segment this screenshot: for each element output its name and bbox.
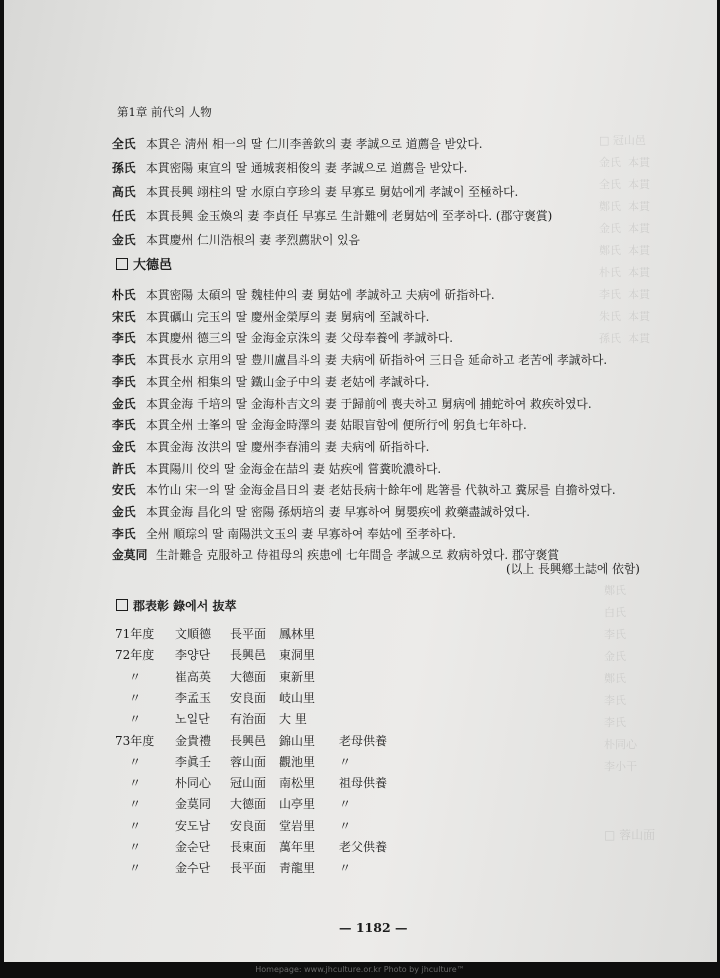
award-mark: 〃 <box>129 754 142 769</box>
bleed-through-text-lower: 鄭氏 白氏 李氏 金氏 鄭氏 李氏 李氏 朴同心 李小干 <box>604 584 637 773</box>
person-name: 孫氏 <box>112 161 136 175</box>
award-village: 東新里 <box>279 669 316 684</box>
person-name: 任氏 <box>112 209 136 223</box>
award-year: 72年度 <box>115 648 155 663</box>
award-name: 金수단 <box>175 861 211 876</box>
text-line <box>112 460 441 477</box>
description: 本貫長興 金玉煥의 妻 李貞任 早寡로 生計難에 老舅姑에 至孝하다. (郡守褒賞) <box>146 209 553 223</box>
text-line <box>112 159 467 176</box>
award-place: 蓉山面 <box>230 754 267 769</box>
award-village: 觀池里 <box>279 754 316 769</box>
award-village: 萬年里 <box>279 840 316 854</box>
description: 本貫金海 千培의 딸 金海朴吉文의 妻 于歸前에 喪夫하고 舅病에 捕蛇하여 救疾하였다. <box>146 396 592 411</box>
document-page <box>4 0 717 962</box>
description: 本竹山 宋一의 딸 金海金昌日의 妻 老姑長病十餘年에 匙箸를 代執하고 糞尿를 自擔하였다. <box>146 483 616 498</box>
award-mark: 〃 <box>129 818 142 833</box>
award-note: 〃 <box>339 754 352 769</box>
bleed-through-text: □ 冠山邑 金氏 本貫 全氏 本貫 鄭氏 本貫 金氏 本貫 鄭氏 本貫 朴氏 本貫 李氏 本貫 朱氏 本貫 孫氏 本貫 <box>599 134 650 345</box>
person-name: 高氏 <box>112 185 136 199</box>
person-name: 全氏 <box>112 137 136 151</box>
text-line <box>112 351 607 368</box>
text-line <box>112 438 429 455</box>
description: 本貫礪山 完玉의 딸 慶州金榮厚의 妻 舅病에 至誠하다. <box>146 309 430 324</box>
person-name: 金氏 <box>112 505 136 519</box>
award-village: 鳳林里 <box>279 627 316 641</box>
description: 本貫長興 翊柱의 딸 水原白亨珍의 妻 早寡로 舅姑에게 孝誠이 至極하다. <box>146 185 519 199</box>
award-name: 노일단 <box>175 712 210 727</box>
award-place: 有治面 <box>230 712 267 727</box>
person-name: 李氏 <box>112 353 136 368</box>
award-note: 老父供養 <box>339 840 388 854</box>
description: 本貫金海 昌化의 딸 密陽 孫炳培의 妻 早寡하여 舅嬰疾에 救藥盡誠하였다. <box>146 505 531 519</box>
award-name: 金莫同 <box>175 797 212 812</box>
award-place: 長東面 <box>230 840 267 854</box>
award-year: 73年度 <box>115 733 155 748</box>
person-name: 金氏 <box>112 439 136 454</box>
award-place: 大德面 <box>230 797 267 812</box>
section-heading-daedeok <box>116 254 172 273</box>
award-mark: 〃 <box>129 861 142 876</box>
checkbox-square-icon <box>116 599 128 611</box>
text-line <box>112 481 616 498</box>
person-name: 許氏 <box>112 461 136 476</box>
person-name: 金莫同 <box>112 548 148 563</box>
description: 本貫長水 京用의 딸 豊川盧昌斗의 妻 夫病에 斫指하여 三日을 延命하고 老苦에 孝誠하다. <box>146 353 608 368</box>
award-village: 東洞里 <box>279 648 316 663</box>
person-name: 李氏 <box>112 418 136 433</box>
text-line <box>112 503 530 520</box>
text-line <box>112 286 495 303</box>
award-mark: 〃 <box>129 669 142 684</box>
award-village: 堂岩里 <box>279 818 316 833</box>
description: 本貫密陽 太碩의 딸 魏桂仲의 妻 舅姑에 孝誠하고 夫病에 斫指하다. <box>146 288 495 302</box>
section-heading-awards <box>116 597 237 614</box>
text-line <box>112 525 456 542</box>
text-line <box>112 416 527 433</box>
description: 本貫密陽 東宣의 딸 通城裵相俊의 妻 孝誠으로 道薦을 받았다. <box>146 161 468 175</box>
award-mark: 〃 <box>129 690 142 705</box>
description: 本貫慶州 德三의 딸 金海金京洙의 妻 父母奉養에 孝誠하다. <box>146 331 453 346</box>
award-mark: 〃 <box>129 797 142 812</box>
text-line <box>112 329 453 346</box>
award-village: 岐山里 <box>279 690 316 705</box>
award-name: 李眞壬 <box>175 754 212 769</box>
person-name: 朴氏 <box>112 288 136 302</box>
person-name: 李氏 <box>112 374 136 389</box>
award-note: 〃 <box>339 797 352 812</box>
text-line <box>112 183 518 200</box>
person-name: 金氏 <box>112 233 136 247</box>
award-mark: 〃 <box>129 776 142 791</box>
award-year: 71年度 <box>115 627 155 641</box>
page-number: — 1182 — <box>339 920 408 935</box>
person-name: 宋氏 <box>112 309 136 324</box>
award-note: 〃 <box>339 818 352 833</box>
description: 生計難을 克服하고 侍祖母의 疾患에 七年間을 孝誠으로 救病하였다. 郡守褒賞 <box>156 548 560 563</box>
award-place: 冠山面 <box>230 776 267 791</box>
checkbox-square-icon <box>116 258 128 270</box>
text-line <box>112 546 559 563</box>
description: 本貫은 淸州 相一의 딸 仁川李善欽의 妻 孝誠으로 道薦을 받았다. <box>146 137 483 151</box>
text-line <box>112 308 429 325</box>
description: 本貫金海 汝洪의 딸 慶州李春浦의 妻 夫病에 斫指하다. <box>146 439 430 454</box>
footer-credit: Homepage: www.jhculture.or.kr Photo by jhculture™ <box>0 962 720 978</box>
section-title: 郡表彰 錄에서 抜萃 <box>133 599 237 613</box>
text-line <box>112 231 360 248</box>
award-place: 長平面 <box>230 627 267 641</box>
award-note: 祖母供養 <box>339 776 388 791</box>
description: 本貫慶州 仁川浩根의 妻 孝烈薦狀이 있음 <box>146 233 360 247</box>
award-name: 李양단 <box>175 648 211 663</box>
award-place: 安良面 <box>230 690 267 705</box>
section-title: 大德邑 <box>133 258 173 273</box>
award-place: 大德面 <box>230 669 267 684</box>
award-place: 長平面 <box>230 861 267 876</box>
award-mark: 〃 <box>129 840 142 854</box>
text-line <box>112 207 552 224</box>
award-name: 安도남 <box>175 818 211 833</box>
text-line <box>112 395 592 412</box>
award-mark: 〃 <box>129 712 142 727</box>
source-note: (以上 長興鄕土誌에 依함) <box>506 562 640 576</box>
award-name: 金순단 <box>175 840 211 854</box>
award-place: 安良面 <box>230 818 267 833</box>
description: 本貫全州 士峯의 딸 金海金時澤의 妻 姑眼盲함에 便所行에 躬負七年하다. <box>146 418 527 433</box>
award-village: 山亭里 <box>279 797 316 812</box>
award-village: 南松里 <box>279 776 316 791</box>
chapter-header: 第1章 前代의 人物 <box>117 105 212 119</box>
award-village: 靑龍里 <box>279 861 316 876</box>
award-place: 長興邑 <box>230 733 267 748</box>
award-village: 大 里 <box>279 712 307 727</box>
description: 本貫陽川 佼의 딸 金海金在喆의 妻 姑疾에 嘗糞吮濃하다. <box>146 461 442 476</box>
award-note: 老母供養 <box>339 733 388 748</box>
person-name: 李氏 <box>112 331 136 346</box>
person-name: 金氏 <box>112 396 136 411</box>
person-name: 安氏 <box>112 483 136 498</box>
bleed-through-section: □ 蓉山面 <box>604 828 656 842</box>
award-note: 〃 <box>339 861 352 876</box>
award-name: 朴同心 <box>175 776 212 791</box>
description: 本貫全州 相集의 딸 鐵山金子中의 妻 老姑에 孝誠하다. <box>146 374 430 389</box>
award-place: 長興邑 <box>230 648 267 663</box>
text-line <box>112 135 482 152</box>
award-name: 文順德 <box>175 627 212 641</box>
description: 全州 順琮의 딸 南陽洪文玉의 妻 早寡하여 奉姑에 至孝하다. <box>146 526 456 541</box>
award-name: 李孟玉 <box>175 690 212 705</box>
award-name: 崔高英 <box>175 669 212 684</box>
award-village: 錦山里 <box>279 733 316 748</box>
text-line <box>112 373 429 390</box>
person-name: 李氏 <box>112 526 136 541</box>
award-name: 金貴禮 <box>175 733 212 748</box>
